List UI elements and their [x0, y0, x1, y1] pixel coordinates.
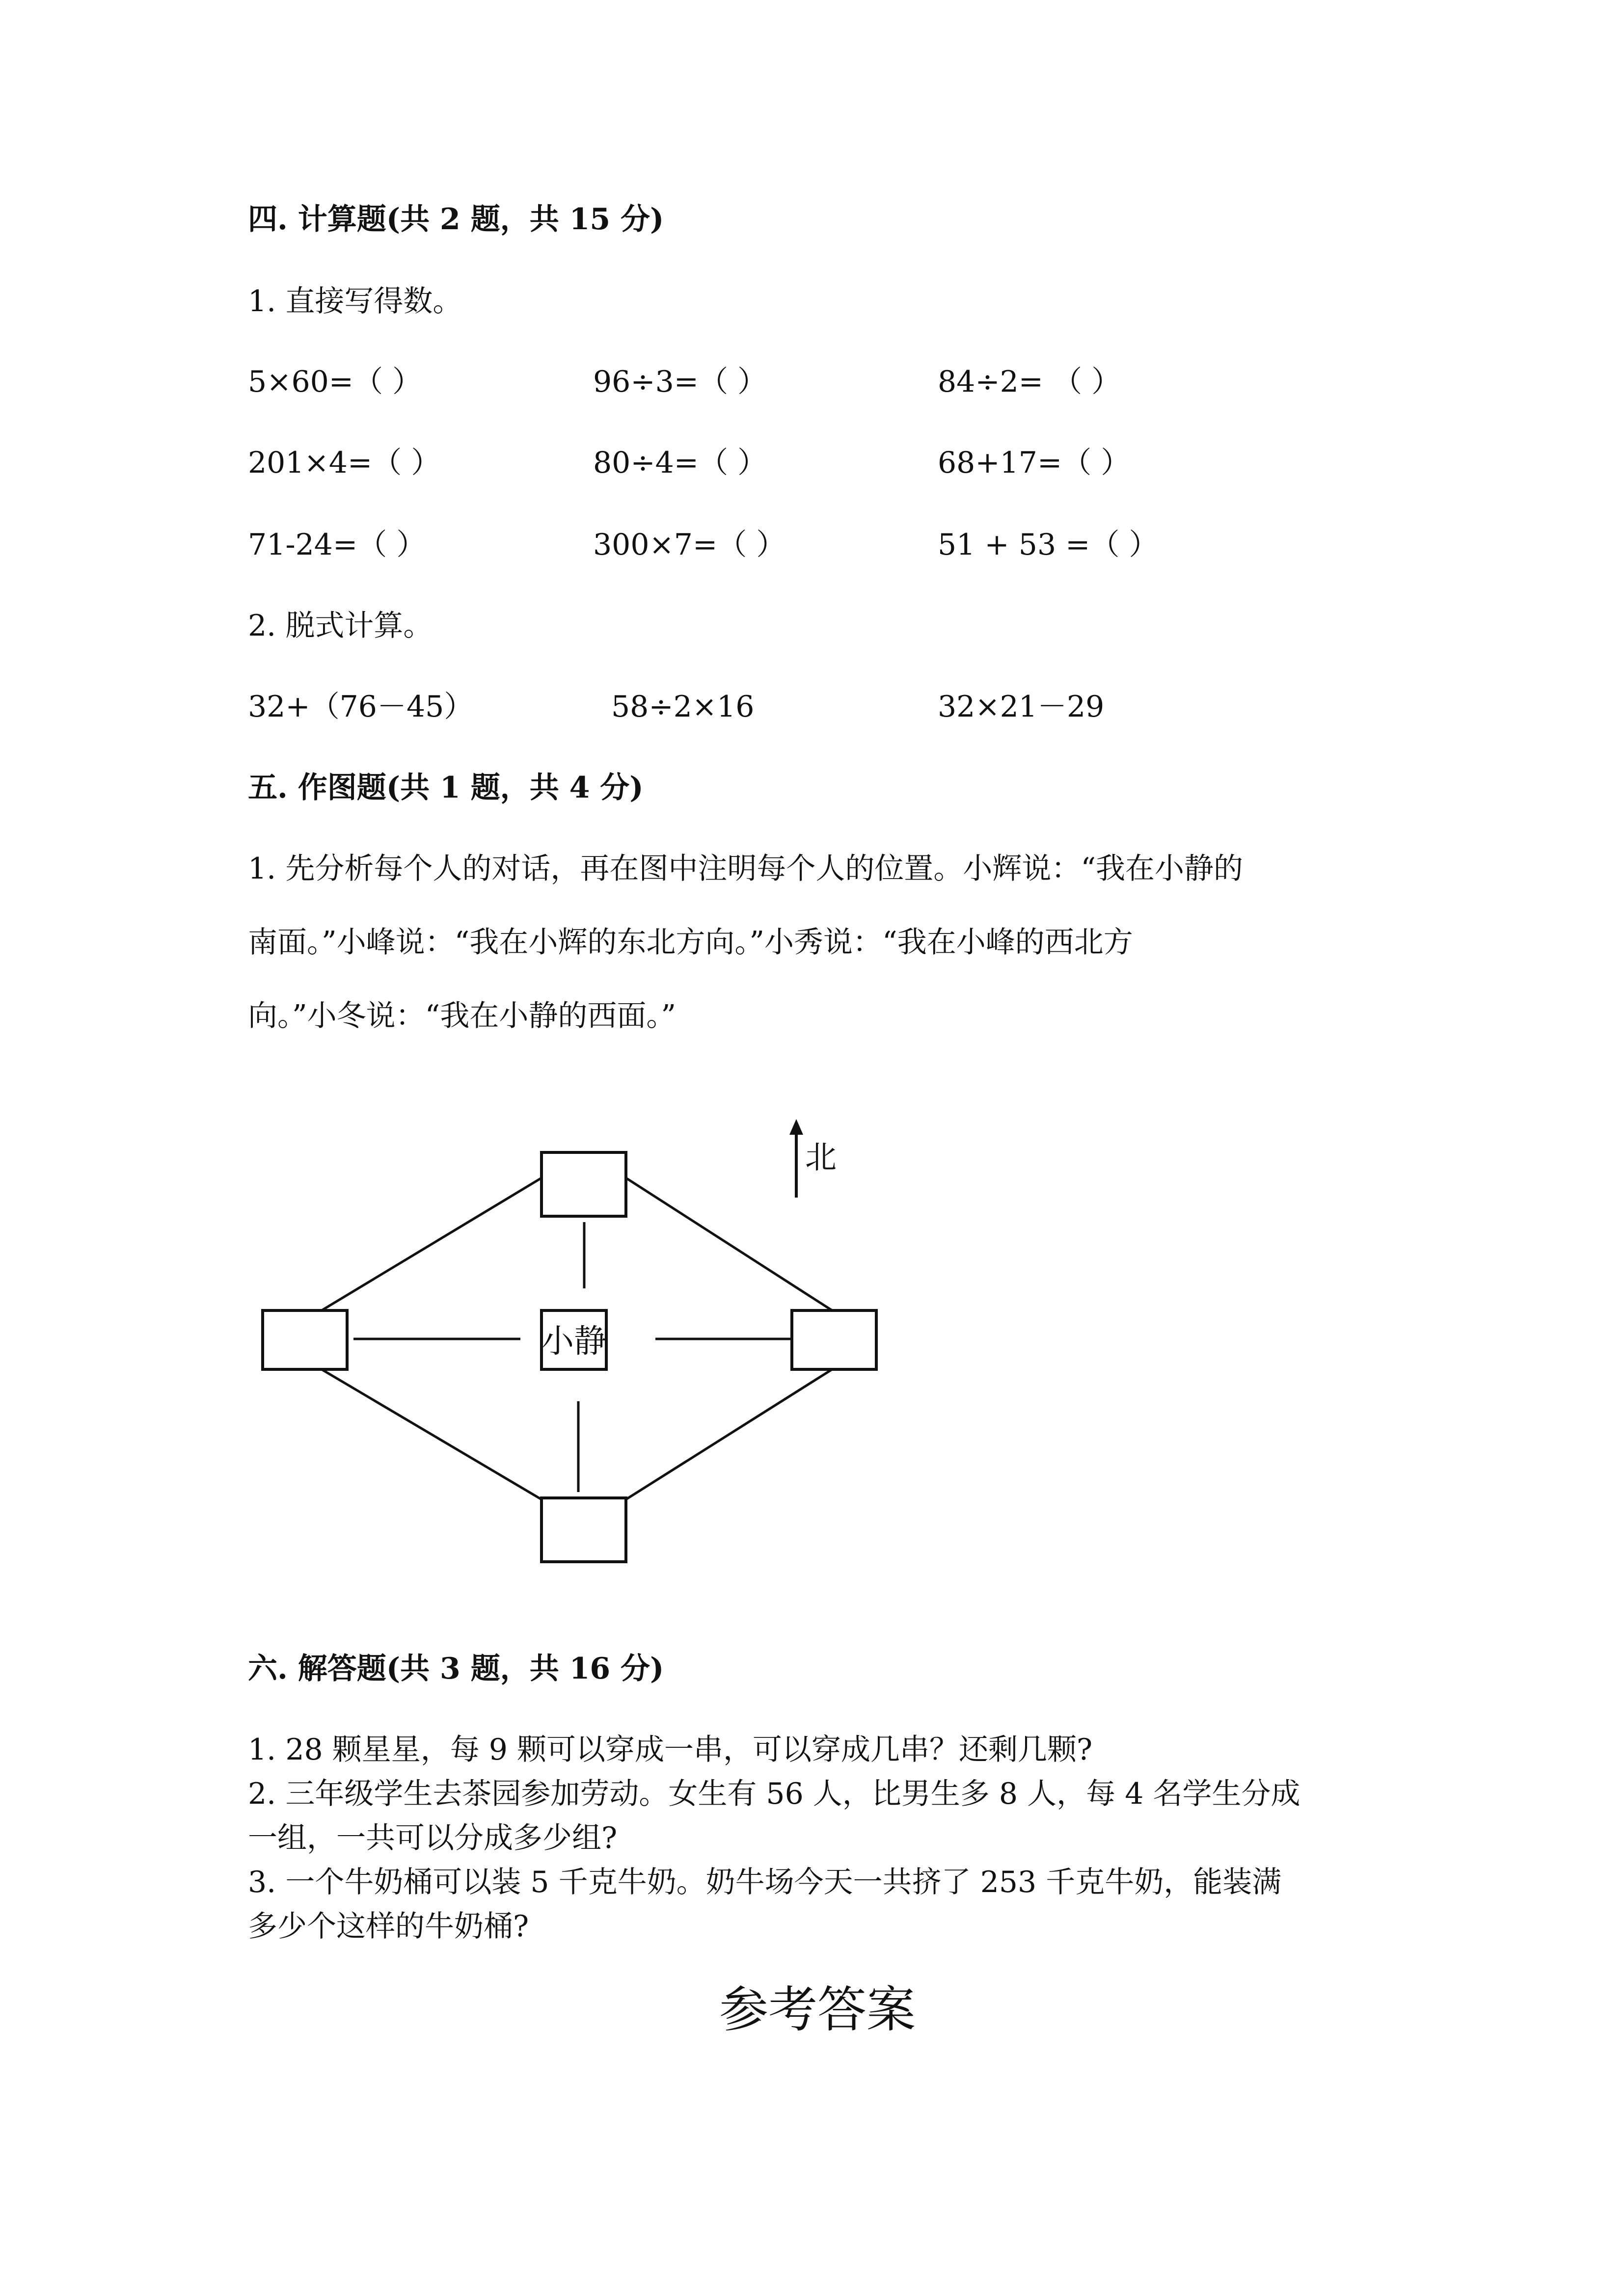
- problem-line: 3. 一个牛奶桶可以装 5 千克牛奶。奶牛场今天一共挤了 253 千克牛奶，能装满: [248, 1865, 1282, 1899]
- q1-title: 1. 直接写得数。: [248, 284, 462, 319]
- left-answer-box[interactable]: [263, 1310, 347, 1369]
- q1-item: 201×4=（ ）: [248, 446, 441, 480]
- connector-line: [626, 1369, 832, 1499]
- connector-line: [626, 1178, 832, 1310]
- q2-item: 32+（76－45）: [248, 690, 474, 724]
- q2-title: 2. 脱式计算。: [248, 609, 433, 643]
- center-label: 小静: [541, 1322, 606, 1360]
- answer-title: 参考答案: [719, 1981, 916, 2038]
- top-answer-box[interactable]: [541, 1152, 626, 1216]
- right-answer-box[interactable]: [792, 1310, 876, 1369]
- q1-item: 96÷3=（ ）: [593, 365, 767, 399]
- problem-text-line: 向。”小冬说：“我在小静的西面。”: [248, 999, 677, 1033]
- problem-line: 2. 三年级学生去茶园参加劳动。女生有 56 人，比男生多 8 人，每 4 名学生分成: [248, 1777, 1300, 1811]
- problem-line: 1. 28 颗星星，每 9 颗可以穿成一串，可以穿成几串？还剩几颗?: [248, 1733, 1093, 1767]
- problem-text-line: 南面。”小峰说：“我在小辉的东北方向。”小秀说：“我在小峰的西北方: [248, 925, 1133, 960]
- problem-line: 一组，一共可以分成多少组?: [248, 1821, 618, 1855]
- north-label: 北: [805, 1140, 837, 1176]
- q1-item: 80÷4=（ ）: [593, 446, 767, 480]
- section6-heading: 六. 解答题(共 3 题，共 16 分): [248, 1652, 664, 1686]
- connector-line: [322, 1178, 541, 1310]
- q2-item: 58÷2×16: [611, 690, 755, 724]
- section5-heading: 五. 作图题(共 1 题，共 4 分): [248, 771, 644, 805]
- north-arrow-icon: [789, 1119, 803, 1135]
- q1-item: 51 + 53 =（ ）: [938, 528, 1159, 562]
- connector-line: [322, 1369, 541, 1499]
- q1-item: 5×60=（ ）: [248, 365, 422, 399]
- section4-heading: 四. 计算题(共 2 题，共 15 分): [248, 202, 664, 237]
- q2-item: 32×21－29: [938, 690, 1105, 724]
- problem-line: 多少个这样的牛奶桶?: [248, 1909, 529, 1944]
- q1-item: 300×7=（ ）: [593, 528, 786, 562]
- q1-item: 68+17=（ ）: [938, 446, 1131, 480]
- bottom-answer-box[interactable]: [541, 1498, 626, 1562]
- q1-item: 71-24=（ ）: [248, 528, 426, 562]
- problem-text-line: 1. 先分析每个人的对话，再在图中注明每个人的位置。小辉说：“我在小静的: [248, 852, 1243, 886]
- q1-item: 84÷2= （ ）: [938, 365, 1121, 399]
